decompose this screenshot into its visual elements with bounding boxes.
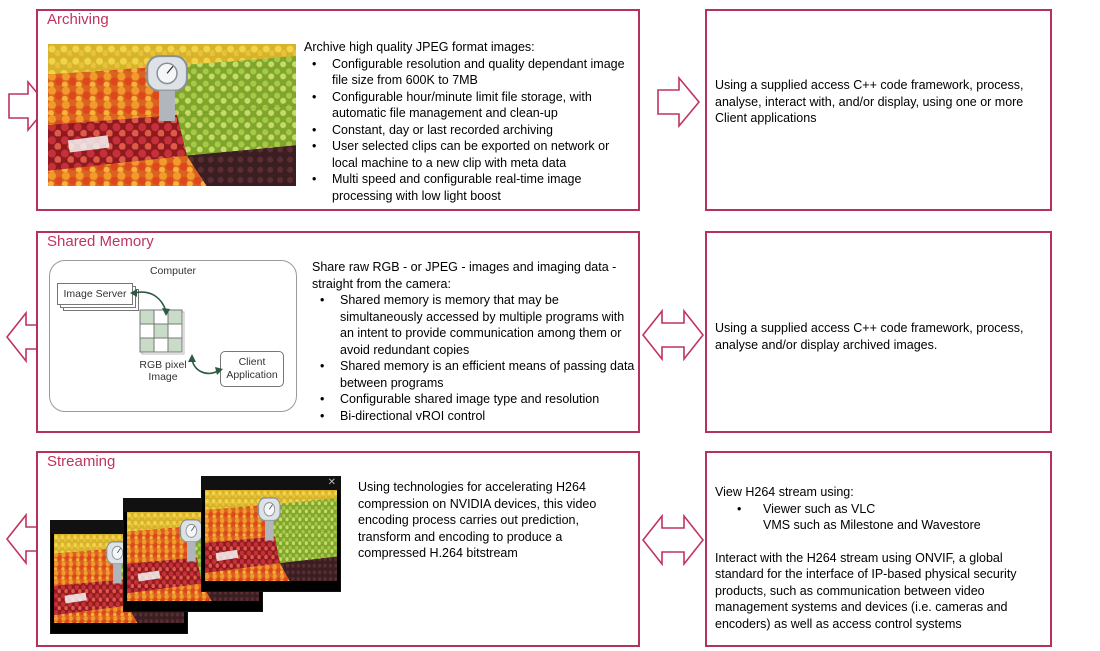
shared-memory-bullet: • Configurable shared image type and resolution xyxy=(312,391,640,408)
archiving-panel xyxy=(36,9,640,211)
image-server-box xyxy=(57,283,133,305)
archiving-output-arrow-icon xyxy=(657,76,701,128)
close-icon[interactable]: ✕ xyxy=(327,477,336,488)
shared-memory-bullet: • Shared memory is an efficient means of passing data between programs xyxy=(312,358,640,391)
video-frame xyxy=(205,490,337,581)
shared-memory-bullet: • Shared memory is memory that may be simultaneously accessed by multiple programs with an intent to provide communication among them or avoid redundant copies xyxy=(312,292,640,358)
rgb-label-line: Image xyxy=(148,371,178,383)
shared-memory-client-text: Using a supplied access C++ code framework, process, analyse and/or display archived images. xyxy=(715,321,1024,352)
streaming-client-bullet-text: Viewer such as VLC xyxy=(763,501,876,516)
window-titlebar xyxy=(202,477,340,490)
streaming-description: Using technologies for accelerating H264 compression on NVIDIA devices, this video encoding process carries out prediction, transform and encoding to produce a compressed H.264 bitstream xyxy=(358,480,597,560)
streaming-title: Streaming xyxy=(47,453,116,470)
streaming-client-bullet: • Viewer such as VLC xyxy=(737,501,876,516)
video-window-front[interactable] xyxy=(201,476,341,592)
streaming-client-text xyxy=(715,484,1045,632)
shared-memory-panel xyxy=(36,231,640,433)
streaming-client-heading: View H264 stream using: xyxy=(715,485,854,499)
streaming-output-bidirectional-arrow-icon xyxy=(642,514,704,566)
archiving-title: Archiving xyxy=(47,11,109,28)
archiving-bullet: • User selected clips can be exported on network or local machine to a new clip with meta data xyxy=(304,138,634,171)
client-application-box xyxy=(220,351,284,387)
image-server-label: Image Server xyxy=(63,288,127,300)
archiving-market-photo xyxy=(48,44,296,186)
archiving-bullet: • Constant, day or last recorded archiving xyxy=(304,122,634,139)
shared-memory-client-panel xyxy=(705,231,1052,433)
client-label-line: Client xyxy=(238,356,266,368)
streaming-panel xyxy=(36,451,640,647)
curved-double-arrow-icon xyxy=(186,353,226,385)
streaming-client-panel xyxy=(705,451,1052,647)
client-label-line: Application xyxy=(226,369,278,381)
rgb-label-line: RGB pixel xyxy=(139,359,187,371)
archiving-client-text: Using a supplied access C++ code framework, process, analyse, interact with, and/or display, using one or more Client applications xyxy=(715,78,1024,125)
archiving-bullet-list xyxy=(304,56,634,205)
streaming-client-bullet-cont: VMS such as Milestone and Wavestore xyxy=(763,518,981,532)
shared-memory-bullet: • Bi-directional vROI control xyxy=(312,408,640,425)
streaming-client-body: Interact with the H264 stream using ONVIF, a global standard for the interface of IP-based physical security products, such as communication between video management systems and devices (i.e. cameras and encoders) as well as access control systems xyxy=(715,550,1017,631)
archiving-client-panel xyxy=(705,9,1052,211)
shared-memory-title: Shared Memory xyxy=(47,233,154,250)
archiving-bullet: • Configurable resolution and quality dependant image file size from 600K to 7MB xyxy=(304,56,634,89)
archiving-description xyxy=(304,39,634,204)
computer-label: Computer xyxy=(149,265,197,277)
shared-memory-intro: Share raw RGB - or JPEG - images and imaging data - straight from the camera: xyxy=(312,260,617,291)
curved-double-arrow-icon xyxy=(128,287,178,319)
shared-memory-output-bidirectional-arrow-icon xyxy=(642,309,704,361)
shared-memory-description xyxy=(312,259,640,424)
archiving-bullet: • Multi speed and configurable real-time image processing with low light boost xyxy=(304,171,634,204)
shared-memory-bullet-list xyxy=(312,292,640,424)
archiving-bullet: • Configurable hour/minute limit file storage, with automatic file management and clean-up xyxy=(304,89,634,122)
archiving-intro: Archive high quality JPEG format images: xyxy=(304,40,535,54)
computer-diagram xyxy=(49,260,297,412)
